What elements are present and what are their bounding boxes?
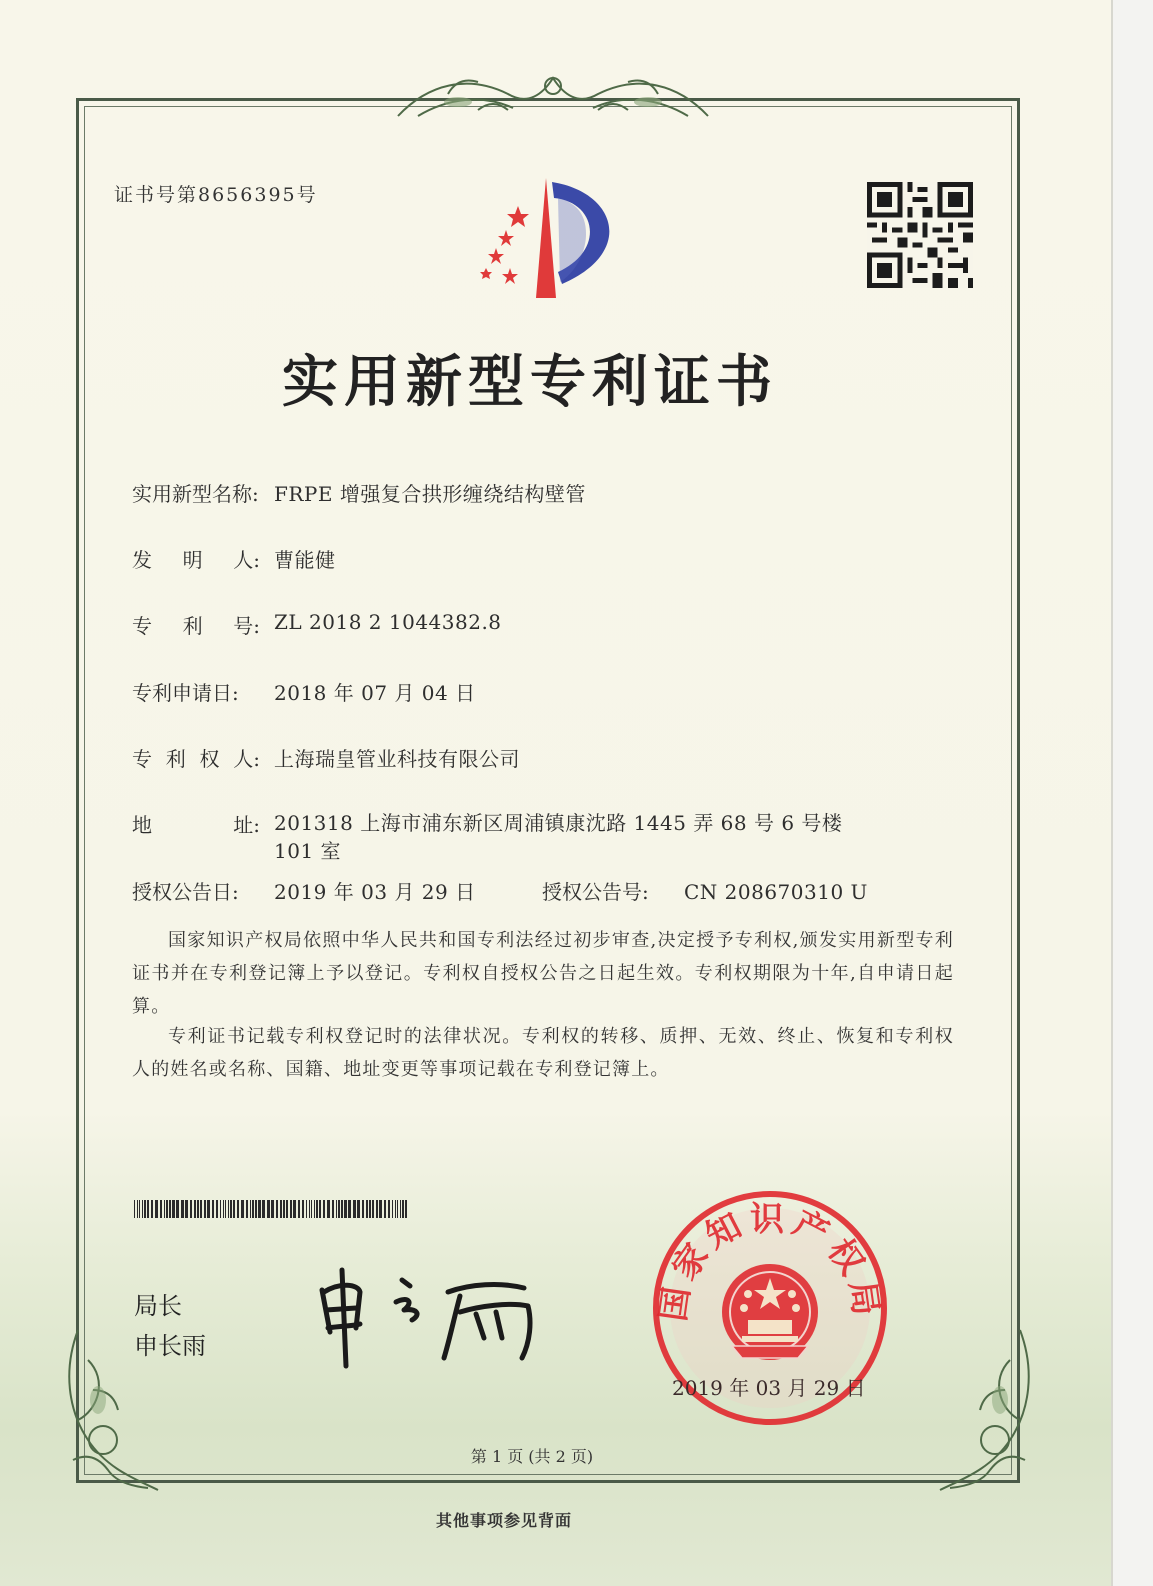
field-address — [132, 809, 854, 865]
field-grant-date — [132, 876, 476, 905]
barcode-bar — [293, 1200, 296, 1218]
barcode-bar — [225, 1200, 226, 1218]
field-label: 地 址: — [132, 813, 260, 837]
barcode-bar — [392, 1200, 393, 1218]
barcode-bar — [237, 1200, 239, 1218]
barcode-bar — [190, 1200, 192, 1218]
notice-paragraph: 专利证书记载专利权登记时的法律状况。专利权的转移、质押、无效、终止、恢复和专利权人的姓名或名称、国籍、地址变更等事项记载在专利登记簿上。 — [132, 1026, 954, 1080]
director-signature — [310, 1262, 550, 1372]
barcode-bar — [280, 1200, 282, 1218]
barcode-bar — [228, 1200, 229, 1218]
barcode-bar — [405, 1200, 407, 1218]
field-patent-number — [132, 610, 502, 639]
corner-ornament-right — [930, 1320, 1040, 1500]
barcode-bar — [400, 1200, 401, 1218]
seal-date: 2019 年 03 月 29 日 — [672, 1376, 866, 1400]
field-inventor — [132, 544, 336, 573]
barcode-bar — [276, 1200, 278, 1218]
barcode-bar — [402, 1200, 404, 1218]
barcode-bar — [397, 1200, 398, 1218]
barcode-bar — [250, 1200, 251, 1218]
barcode-bar — [379, 1200, 382, 1218]
barcode-bar — [319, 1200, 321, 1218]
field-label: 发 明 人: — [132, 548, 260, 572]
barcode-bar — [306, 1200, 307, 1218]
field-value: ZL 2018 2 1044382.8 — [274, 610, 502, 634]
barcode-bar — [134, 1200, 135, 1218]
barcode-bar — [316, 1200, 318, 1218]
barcode-bar — [137, 1200, 138, 1218]
barcode-bar — [362, 1200, 364, 1218]
barcode-bar — [384, 1200, 386, 1218]
barcode-bar — [223, 1200, 224, 1218]
barcode-bar — [369, 1200, 371, 1218]
barcode-bar — [194, 1200, 196, 1218]
barcode-bar — [172, 1200, 175, 1218]
barcode-bar — [344, 1200, 347, 1218]
barcode-bar — [212, 1200, 214, 1218]
barcode-bar — [230, 1200, 232, 1218]
field-value: CN 208670310 U — [684, 880, 868, 904]
barcode-bar — [185, 1200, 188, 1218]
barcode-bar — [311, 1200, 312, 1218]
barcode-bar — [200, 1200, 202, 1218]
field-label: 专 利 权 人: — [132, 747, 260, 771]
barcode-bar — [262, 1200, 265, 1218]
barcode-bar — [286, 1200, 288, 1218]
barcode-bar — [348, 1200, 351, 1218]
barcode-bar — [327, 1200, 330, 1218]
barcode-bar — [176, 1200, 179, 1218]
barcode-bar — [197, 1200, 199, 1218]
barcode-bar — [388, 1200, 390, 1218]
barcode-bar — [298, 1200, 300, 1218]
barcode-bar — [376, 1200, 378, 1218]
barcode-bar — [207, 1200, 210, 1218]
barcode-bar — [338, 1200, 340, 1218]
director-name: 申长雨 — [134, 1332, 206, 1360]
barcode-bar — [252, 1200, 254, 1218]
barcode-bar — [309, 1200, 310, 1218]
barcode-bar — [302, 1200, 304, 1218]
field-value: 上海瑞皇管业科技有限公司 — [274, 747, 520, 771]
barcode-bar — [267, 1200, 270, 1218]
barcode-bar — [332, 1200, 334, 1218]
national-emblem-icon — [722, 1264, 818, 1360]
barcode-bar — [290, 1200, 292, 1218]
barcode-bar — [220, 1200, 221, 1218]
barcode — [134, 1200, 410, 1218]
barcode-bar — [144, 1200, 146, 1218]
barcode-bar — [336, 1200, 337, 1218]
qr-code[interactable] — [866, 182, 974, 288]
barcode-bar — [241, 1200, 244, 1218]
barcode-bar — [160, 1200, 162, 1218]
field-patent-holder — [132, 743, 520, 772]
field-label: 授权公告日: — [132, 880, 239, 904]
barcode-bar — [258, 1200, 261, 1218]
certificate-title: 实用新型专利证书 — [282, 349, 778, 415]
page-edge — [1113, 0, 1153, 1586]
cnipa-logo-icon — [466, 172, 636, 302]
barcode-bar — [233, 1200, 235, 1218]
field-value: 201318 上海市浦东新区周浦镇康沈路 1445 弄 68 号 6 号楼 101 室 — [274, 811, 843, 863]
field-value: 曹能健 — [274, 548, 336, 572]
field-value: FRPE 增强复合拱形缠绕结构壁管 — [274, 482, 586, 506]
barcode-bar — [314, 1200, 315, 1218]
barcode-bar — [283, 1200, 285, 1218]
field-value: 2019 年 03 月 29 日 — [274, 880, 476, 904]
field-label: 授权公告号: — [542, 880, 649, 904]
barcode-bar — [341, 1200, 343, 1218]
barcode-bar — [216, 1200, 218, 1218]
barcode-bar — [164, 1200, 165, 1218]
field-grant-number — [542, 876, 868, 905]
seal-text: 国家知识产权局 — [653, 1199, 887, 1324]
page-number: 第 1 页 (共 2 页) — [470, 1447, 594, 1466]
top-ornament — [388, 64, 718, 126]
barcode-bar — [166, 1200, 168, 1218]
director-title: 局长 — [134, 1292, 182, 1320]
barcode-bar — [246, 1200, 248, 1218]
barcode-bar — [357, 1200, 360, 1218]
field-application-date — [132, 677, 476, 706]
barcode-bar — [372, 1200, 374, 1218]
barcode-bar — [204, 1200, 206, 1218]
barcode-bar — [169, 1200, 171, 1218]
field-utility-model-name — [132, 478, 586, 507]
field-label: 实用新型名称: — [132, 482, 259, 506]
barcode-bar — [147, 1200, 149, 1218]
barcode-bar — [323, 1200, 325, 1218]
barcode-bar — [271, 1200, 274, 1218]
barcode-bar — [181, 1200, 184, 1218]
field-label: 专 利 号: — [132, 614, 260, 638]
notice-paragraph: 国家知识产权局依照中华人民共和国专利法经过初步审查,决定授予专利权,颁发实用新型专利证书并在专利登记簿上予以登记。专利权自授权公告之日起生效。专利权期限为十年,自申请日起算。 — [132, 930, 954, 1017]
field-label: 专利申请日: — [132, 681, 239, 705]
barcode-bar — [255, 1200, 257, 1218]
barcode-bar — [151, 1200, 153, 1218]
barcode-bar — [353, 1200, 356, 1218]
barcode-bar — [395, 1200, 396, 1218]
barcode-bar — [139, 1200, 140, 1218]
certificate-number: 证书号第8656395号 — [114, 184, 318, 206]
field-value: 2018 年 07 月 04 日 — [274, 681, 476, 705]
back-note: 其他事项参见背面 — [435, 1511, 572, 1530]
barcode-bar — [155, 1200, 158, 1218]
barcode-bar — [366, 1200, 368, 1218]
barcode-bar — [142, 1200, 143, 1218]
